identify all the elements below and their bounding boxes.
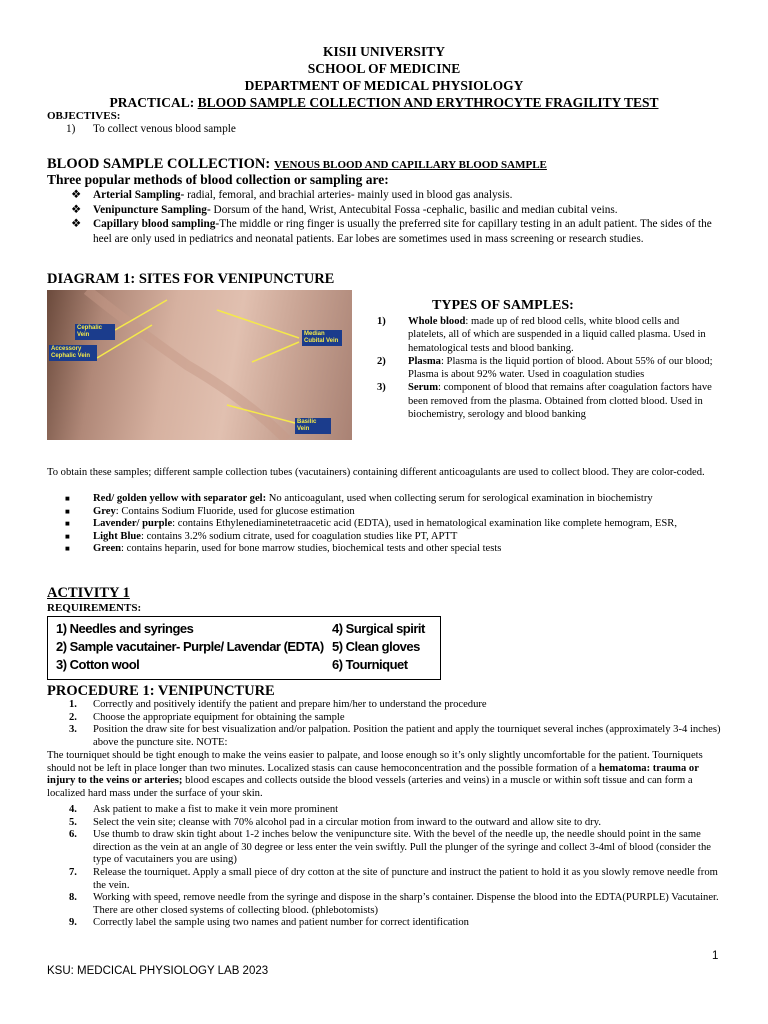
tube-text: No anticoagulant, used when collecting serum for serological examination in biochemistry [266, 493, 653, 504]
collection-subheading: VENOUS BLOOD AND CAPILLARY BLOOD SAMPLE [274, 159, 547, 171]
method-text: The middle or ring finger is usually the preferred site for capillary testing in an adult patient. The sides of the heel are only used in pediatrics and neonatal patients. Ear lobes are sometimes used in mass screening or research studies. [93, 218, 712, 245]
school-name: SCHOOL OF MEDICINE [307, 61, 461, 76]
tube-term: Red/ golden yellow with separator gel: [93, 493, 267, 504]
procedure-step [47, 817, 727, 830]
tourniquet-note [47, 750, 727, 800]
requirements-label: REQUIREMENTS: [47, 602, 142, 614]
tube-term: Lavender/ purple [93, 518, 173, 530]
method-item [47, 203, 727, 218]
sample-item [373, 381, 718, 421]
requirement-item: 6) Tourniquet [332, 657, 408, 672]
bullet-icon: ❖ [71, 218, 82, 230]
procedure-step [47, 804, 727, 817]
practical-title-text: BLOOD SAMPLE COLLECTION AND ERYTHROCYTE FRAGILITY TEST [197, 95, 659, 110]
procedure-step [47, 699, 727, 712]
tube-item [47, 518, 727, 531]
objective-text: To collect venous blood sample [93, 123, 236, 135]
method-term: Capillary blood sampling- [93, 218, 220, 230]
collection-heading [47, 155, 547, 173]
page-number: 1 [712, 950, 719, 962]
requirement-item: 4) Surgical spirit [332, 621, 425, 636]
method-item [47, 217, 727, 246]
bullet-icon: ❖ [71, 189, 82, 201]
tube-term: Green [93, 543, 122, 555]
sample-num: 2) [377, 355, 386, 367]
square-bullet-icon: ■ [65, 506, 70, 516]
median-cubital-vein-label: Median Cubital Vein [302, 330, 342, 346]
note-text: The tourniquet should be tight enough to make the veins easier to palpate, and loose enough so it’s only slightly uncomfortable for the patient. Tourniquets should not be left in place longer than two minutes. Localized stasis can cause hemoconcentration and the possible formation of a [47, 750, 703, 774]
objective-item [66, 123, 236, 135]
procedure-steps-b [47, 804, 727, 930]
step-text: Release the tourniquet. Apply a small piece of dry cotton at the site of puncture and instruct the patient to hold it as you slowly remove needle from the vein. [93, 866, 718, 891]
tube-text: : contains heparin, used for bone marrow studies, biochemical tests and other special tests [121, 543, 502, 555]
procedure-step [47, 892, 727, 917]
tube-text: : contains Ethylenediaminetetraacetic acid (EDTA), used in hematological examination like complete hemogram, ESR, [172, 518, 678, 530]
step-text: Ask patient to make a fist to make it vein more prominent [93, 804, 339, 815]
footer-text: KSU: MEDCICAL PHYSIOLOGY LAB 2023 [47, 965, 269, 977]
university-name: KISII UNIVERSITY [323, 44, 445, 59]
venipuncture-photo [47, 290, 352, 440]
collection-heading-text: BLOOD SAMPLE COLLECTION: [47, 156, 271, 172]
sample-text: : made up of red blood cells, white blood cells and platelets, all of which are suspended in a liquid called plasma. Used in hematological tests and blood banking. [408, 316, 706, 354]
practical-title [0, 95, 768, 111]
procedure-step [47, 917, 727, 930]
step-num: 9. [69, 917, 77, 929]
step-text: Select the vein site; cleanse with 70% alcohol pad in a circular motion from inward to the outward and allow site to dry. [93, 816, 601, 828]
step-text: Correctly and positively identify the patient and prepare him/her to understand the procedure [93, 699, 487, 710]
requirement-item: 5) Clean gloves [332, 639, 420, 654]
step-text: Correctly label the sample using two names and patient number for correct identification [93, 917, 469, 929]
method-term: Venipuncture Sampling- [93, 203, 211, 216]
procedure-step [47, 829, 727, 867]
method-term: Arterial Sampling- [93, 189, 185, 201]
square-bullet-icon: ■ [65, 519, 70, 529]
accessory-cephalic-vein-label: Accessory Cephalic Vein [49, 345, 97, 361]
square-bullet-icon: ■ [65, 494, 70, 503]
tube-text: : contains 3.2% sodium citrate, used for coagulation studies like PT, APTT [140, 530, 458, 542]
samples-heading: TYPES OF SAMPLES: [432, 298, 574, 313]
sample-text: : Plasma is the liquid portion of blood. About 55% of our blood; Plasma is about 92% water. Used in coagulation studies [408, 355, 713, 381]
note-term: hematoma: trauma or injury to the veins or arteries; [47, 762, 699, 787]
tube-term: Light Blue [93, 530, 141, 542]
requirements-box [47, 616, 441, 680]
step-text: Position the draw site for best visualization and/or palpation. Position the patient and apply the tourniquet several inches (approximately 3-4 inches) above the puncture site. NOTE: [93, 724, 721, 748]
step-text: Working with speed, remove needle from the syringe and dispose in the sharp’s container. Dispense the blood into the EDTA(PURPLE) Vacutainer. There are other closed systems of collecting blood. (phlebotomists) [93, 892, 719, 916]
sample-num: 3) [377, 382, 386, 394]
square-bullet-icon: ■ [65, 544, 70, 554]
procedure-step [47, 867, 727, 892]
activity-heading: ACTIVITY 1 [47, 585, 130, 601]
procedure-heading: PROCEDURE 1: VENIPUNCTURE [47, 683, 275, 699]
sample-term: Whole blood [408, 316, 466, 327]
tube-item [47, 543, 727, 556]
objective-num: 1) [66, 123, 76, 135]
step-num: 7. [69, 866, 77, 878]
bullet-icon: ❖ [71, 203, 82, 216]
procedure-step [47, 724, 727, 749]
sample-term: Plasma [408, 355, 441, 367]
procedure-steps-a [47, 699, 727, 749]
sample-item [373, 315, 718, 355]
step-num: 1. [69, 699, 77, 710]
tube-item [47, 506, 727, 519]
tube-term: Grey [93, 505, 116, 517]
step-num: 6. [69, 829, 77, 841]
step-num: 2. [69, 711, 77, 723]
requirement-item: 2) Sample vacutainer- Purple/ Lavendar (EDTA) [56, 639, 324, 654]
tubes-list [47, 493, 727, 556]
note-text-cont: blood escapes and collects outside the blood vessels (arteries and veins) in a muscle or within soft tissue and can form a localized hard mass under the surface of your skin. [47, 775, 693, 799]
diagram-heading: DIAGRAM 1: SITES FOR VENIPUNCTURE [47, 271, 335, 287]
step-text: Use thumb to draw skin tight about 1-2 inches below the venipuncture site. With the bevel of the needle up, the needle should point in the same direction as the vein at an angle of 30 degree or less enter the vein swiftly. Pull the plunger of the syringe and collect 3-4ml of blood (consider the type of vacutainers you are using) [93, 829, 711, 866]
methods-list [47, 188, 727, 246]
basilic-vein-label: Basilic Vein [295, 418, 331, 434]
sample-item [373, 355, 718, 382]
objectives-label: OBJECTIVES: [47, 110, 121, 122]
tube-item [47, 531, 727, 544]
tubes-intro: To obtain these samples; different sample collection tubes (vacutainers) containing different anticoagulants are used to collect blood. They are color-coded. [47, 467, 705, 478]
cephalic-vein-label: Cephalic Vein [75, 324, 115, 340]
method-item [47, 188, 727, 203]
requirement-item: 3) Cotton wool [56, 657, 140, 672]
step-text: Choose the appropriate equipment for obtaining the sample [93, 711, 345, 723]
step-num: 5. [69, 816, 77, 828]
samples-list [373, 315, 718, 421]
step-num: 4. [69, 804, 77, 815]
sample-text: : component of blood that remains after coagulation factors have been removed from the plasma. Obtained from clotted blood. Used in biochemistry, serology and blood banking [408, 382, 712, 421]
square-bullet-icon: ■ [65, 531, 70, 541]
requirement-item: 1) Needles and syringes [56, 621, 194, 636]
method-text: Dorsum of the hand, Wrist, Antecubital Fossa -cephalic, basilic and median cubital veins. [210, 203, 618, 216]
tube-text: : Contains Sodium Fluoride, used for glucose estimation [115, 505, 355, 517]
department-name: DEPARTMENT OF MEDICAL PHYSIOLOGY [244, 78, 524, 93]
sample-num: 1) [377, 316, 386, 327]
practical-prefix: PRACTICAL: [109, 95, 195, 110]
methods-heading: Three popular methods of blood collection or sampling are: [47, 172, 389, 187]
method-text: radial, femoral, and brachial arteries- mainly used in blood gas analysis. [184, 189, 513, 201]
procedure-step [47, 712, 727, 725]
step-num: 3. [69, 724, 77, 736]
sample-term: Serum [408, 382, 439, 394]
step-num: 8. [69, 892, 77, 904]
tube-item [47, 493, 727, 506]
